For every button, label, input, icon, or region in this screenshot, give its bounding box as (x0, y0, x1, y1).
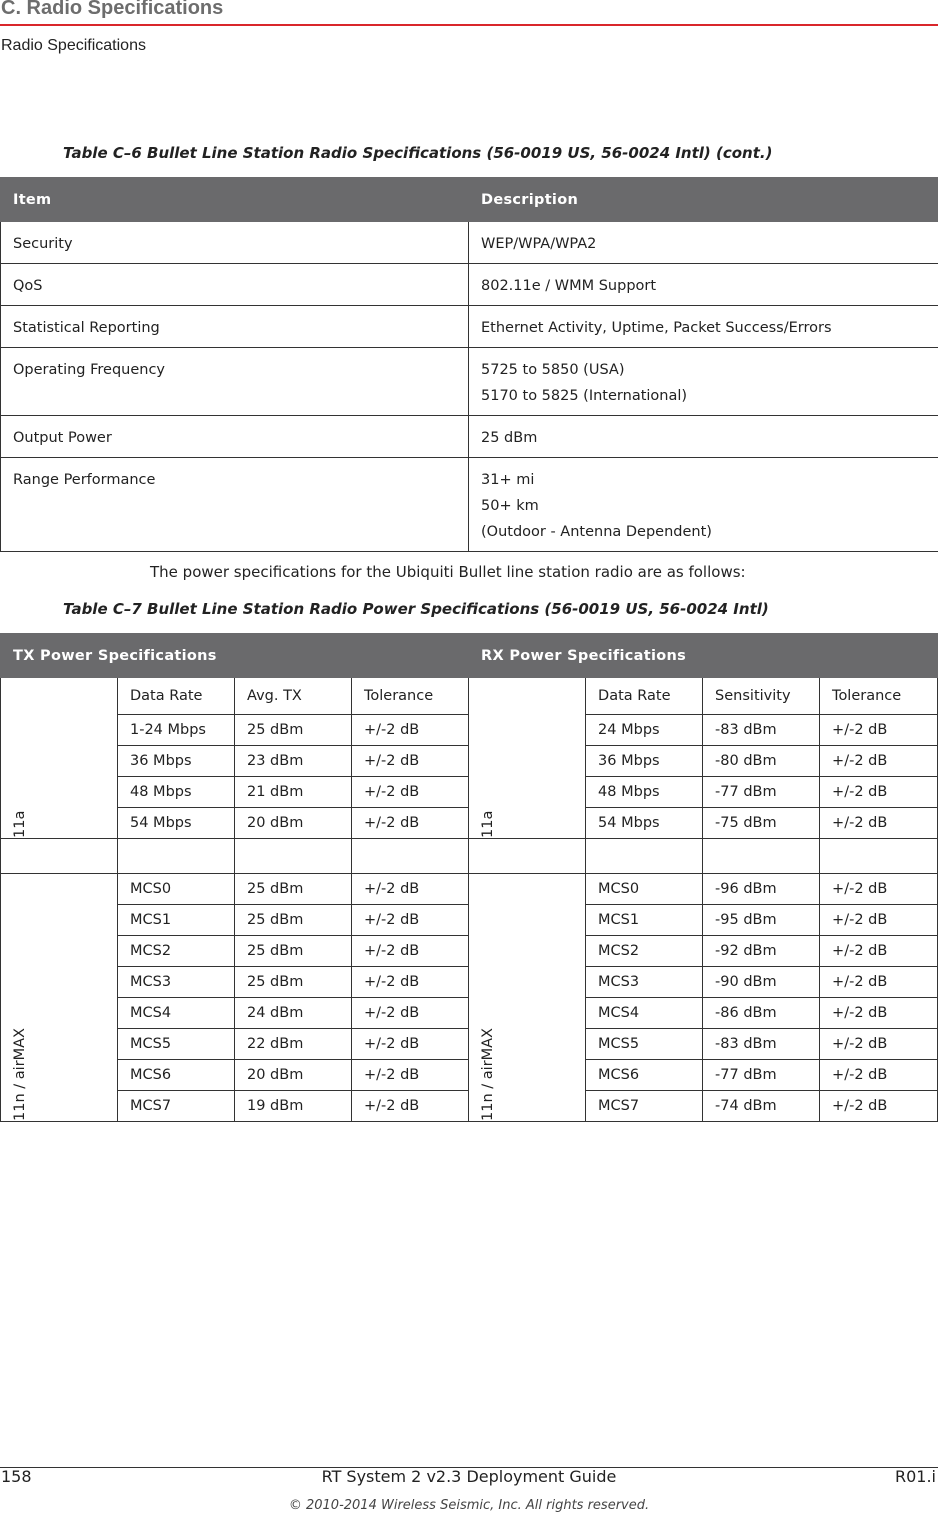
spec-item: Statistical Reporting (1, 306, 469, 348)
tx-tolerance: +/-2 dB (352, 998, 469, 1029)
tx-column-header: Tolerance (352, 678, 469, 715)
spec-description-line: (Outdoor - Antenna Dependent) (481, 524, 712, 540)
power-data-row (1, 874, 938, 905)
spec-description (469, 264, 938, 306)
spec-description-line: 25 dBm (481, 430, 538, 446)
power-subheader-row (1, 678, 938, 715)
tx-tolerance: +/-2 dB (352, 808, 469, 839)
tx-data-rate: MCS7 (118, 1091, 235, 1122)
page-number: 158 (1, 1467, 32, 1486)
empty-cell (703, 839, 820, 874)
tx-avg-power: 20 dBm (235, 1060, 352, 1091)
rx-sensitivity: -80 dBm (703, 746, 820, 777)
rx-tolerance: +/-2 dB (820, 1091, 938, 1122)
tx-avg-power: 19 dBm (235, 1091, 352, 1122)
rx-sensitivity: -77 dBm (703, 777, 820, 808)
tx-column-header: Avg. TX (235, 678, 352, 715)
tx-avg-power: 20 dBm (235, 808, 352, 839)
tx-data-rate: MCS6 (118, 1060, 235, 1091)
tx-tolerance: +/-2 dB (352, 715, 469, 746)
tx-tolerance: +/-2 dB (352, 905, 469, 936)
rx-tolerance: +/-2 dB (820, 874, 938, 905)
empty-cell (118, 839, 235, 874)
spec-description-line: 50+ km (481, 498, 539, 514)
rx-column-header: Sensitivity (703, 678, 820, 715)
spec-description-line: WEP/WPA/WPA2 (481, 236, 597, 252)
rx-column-header: Data Rate (586, 678, 703, 715)
tx-mode-label (1, 678, 118, 839)
rx-tolerance: +/-2 dB (820, 777, 938, 808)
specs-table (0, 177, 938, 552)
rx-tolerance: +/-2 dB (820, 967, 938, 998)
rx-tolerance: +/-2 dB (820, 998, 938, 1029)
rx-column-header: Tolerance (820, 678, 938, 715)
tx-power-header: TX Power Specifications (1, 634, 469, 678)
rx-data-rate: MCS4 (586, 998, 703, 1029)
tx-data-rate: MCS0 (118, 874, 235, 905)
tx-avg-power: 23 dBm (235, 746, 352, 777)
tx-tolerance: +/-2 dB (352, 777, 469, 808)
rx-data-rate: MCS5 (586, 1029, 703, 1060)
tx-mode-text: 11n / airMAX (12, 1028, 28, 1121)
tx-avg-power: 25 dBm (235, 936, 352, 967)
empty-cell (469, 839, 586, 874)
tx-data-rate: MCS4 (118, 998, 235, 1029)
rx-sensitivity: -83 dBm (703, 1029, 820, 1060)
specs-header-row (1, 178, 938, 222)
rx-mode-label (469, 874, 586, 1122)
specs-row (1, 416, 938, 458)
rx-sensitivity: -74 dBm (703, 1091, 820, 1122)
spec-item: Output Power (1, 416, 469, 458)
tx-avg-power: 21 dBm (235, 777, 352, 808)
rx-mode-text: 11n / airMAX (480, 1028, 497, 1121)
tx-column-header: Data Rate (118, 678, 235, 715)
revision-label: R01.i (894, 1467, 936, 1486)
empty-cell (235, 839, 352, 874)
rx-data-rate: MCS0 (586, 874, 703, 905)
spec-description (469, 306, 938, 348)
rx-data-rate: 24 Mbps (586, 715, 703, 746)
tx-data-rate: 36 Mbps (118, 746, 235, 777)
rx-tolerance: +/-2 dB (820, 1060, 938, 1091)
tx-data-rate: 1-24 Mbps (118, 715, 235, 746)
rx-data-rate: 48 Mbps (586, 777, 703, 808)
spec-description-line: 802.11e / WMM Support (481, 278, 657, 294)
spec-item: QoS (1, 264, 469, 306)
empty-cell (586, 839, 703, 874)
rx-sensitivity: -96 dBm (703, 874, 820, 905)
tx-data-rate: MCS2 (118, 936, 235, 967)
power-header-row (1, 634, 938, 678)
intro-paragraph: The power specifications for the Ubiquiti Bullet line station radio are as follows: (150, 563, 746, 581)
rx-data-rate: MCS6 (586, 1060, 703, 1091)
tx-avg-power: 25 dBm (235, 967, 352, 998)
rx-sensitivity: -75 dBm (703, 808, 820, 839)
rx-tolerance: +/-2 dB (820, 808, 938, 839)
specs-row (1, 222, 938, 264)
rx-mode-label (469, 678, 586, 839)
rx-sensitivity: -77 dBm (703, 1060, 820, 1091)
rx-sensitivity: -90 dBm (703, 967, 820, 998)
tx-tolerance: +/-2 dB (352, 936, 469, 967)
rx-power-header: RX Power Specifications (469, 634, 938, 678)
empty-cell (820, 839, 938, 874)
empty-cell (352, 839, 469, 874)
tx-tolerance: +/-2 dB (352, 1060, 469, 1091)
specs-row (1, 348, 938, 416)
rx-tolerance: +/-2 dB (820, 936, 938, 967)
rx-mode-text: 11a (480, 810, 497, 838)
spec-description (469, 222, 938, 264)
tx-data-rate: 54 Mbps (118, 808, 235, 839)
chapter-title: C. Radio Specifications (1, 0, 224, 19)
spec-description (469, 458, 938, 552)
tx-avg-power: 24 dBm (235, 998, 352, 1029)
power-table (0, 633, 938, 1122)
spec-description-line: 31+ mi (481, 472, 535, 488)
tx-tolerance: +/-2 dB (352, 746, 469, 777)
tx-tolerance: +/-2 dB (352, 967, 469, 998)
tx-tolerance: +/-2 dB (352, 874, 469, 905)
rx-sensitivity: -86 dBm (703, 998, 820, 1029)
rx-data-rate: MCS2 (586, 936, 703, 967)
spec-item: Security (1, 222, 469, 264)
specs-row (1, 458, 938, 552)
rx-tolerance: +/-2 dB (820, 905, 938, 936)
tx-data-rate: 48 Mbps (118, 777, 235, 808)
rx-data-rate: MCS3 (586, 967, 703, 998)
table1-caption: Table C–6 Bullet Line Station Radio Specifications (56-0019 US, 56-0024 Intl) (cont.) (63, 144, 773, 162)
rx-data-rate: 36 Mbps (586, 746, 703, 777)
tx-data-rate: MCS5 (118, 1029, 235, 1060)
document-title: RT System 2 v2.3 Deployment Guide (321, 1467, 617, 1486)
specs-header-item: Item (1, 178, 469, 222)
section-title: Radio Specifications (1, 37, 146, 54)
tx-data-rate: MCS1 (118, 905, 235, 936)
tx-avg-power: 25 dBm (235, 715, 352, 746)
rx-sensitivity: -95 dBm (703, 905, 820, 936)
table2-caption: Table C–7 Bullet Line Station Radio Power Specifications (56-0019 US, 56-0024 Intl) (63, 600, 769, 618)
rx-sensitivity: -83 dBm (703, 715, 820, 746)
rx-data-rate: 54 Mbps (586, 808, 703, 839)
tx-avg-power: 22 dBm (235, 1029, 352, 1060)
tx-tolerance: +/-2 dB (352, 1029, 469, 1060)
rx-data-rate: MCS1 (586, 905, 703, 936)
spec-description (469, 348, 938, 416)
tx-data-rate: MCS3 (118, 967, 235, 998)
spec-description-line: 5170 to 5825 (International) (481, 388, 688, 404)
rx-tolerance: +/-2 dB (820, 746, 938, 777)
rx-tolerance: +/-2 dB (820, 715, 938, 746)
copyright-notice: © 2010-2014 Wireless Seismic, Inc. All rights reserved. (288, 1498, 650, 1513)
rx-data-rate: MCS7 (586, 1091, 703, 1122)
header-divider (0, 24, 938, 26)
empty-cell (1, 839, 118, 874)
spec-description-line: Ethernet Activity, Uptime, Packet Success/Errors (481, 320, 832, 336)
spec-description (469, 416, 938, 458)
specs-row (1, 264, 938, 306)
specs-row (1, 306, 938, 348)
spec-item: Operating Frequency (1, 348, 469, 416)
spacer-row (1, 839, 938, 874)
rx-sensitivity: -92 dBm (703, 936, 820, 967)
rx-tolerance: +/-2 dB (820, 1029, 938, 1060)
tx-mode-label (1, 874, 118, 1122)
tx-tolerance: +/-2 dB (352, 1091, 469, 1122)
tx-avg-power: 25 dBm (235, 874, 352, 905)
specs-header-description: Description (469, 178, 938, 222)
spec-item: Range Performance (1, 458, 469, 552)
spec-description-line: 5725 to 5850 (USA) (481, 362, 625, 378)
tx-avg-power: 25 dBm (235, 905, 352, 936)
tx-mode-text: 11a (12, 810, 28, 838)
